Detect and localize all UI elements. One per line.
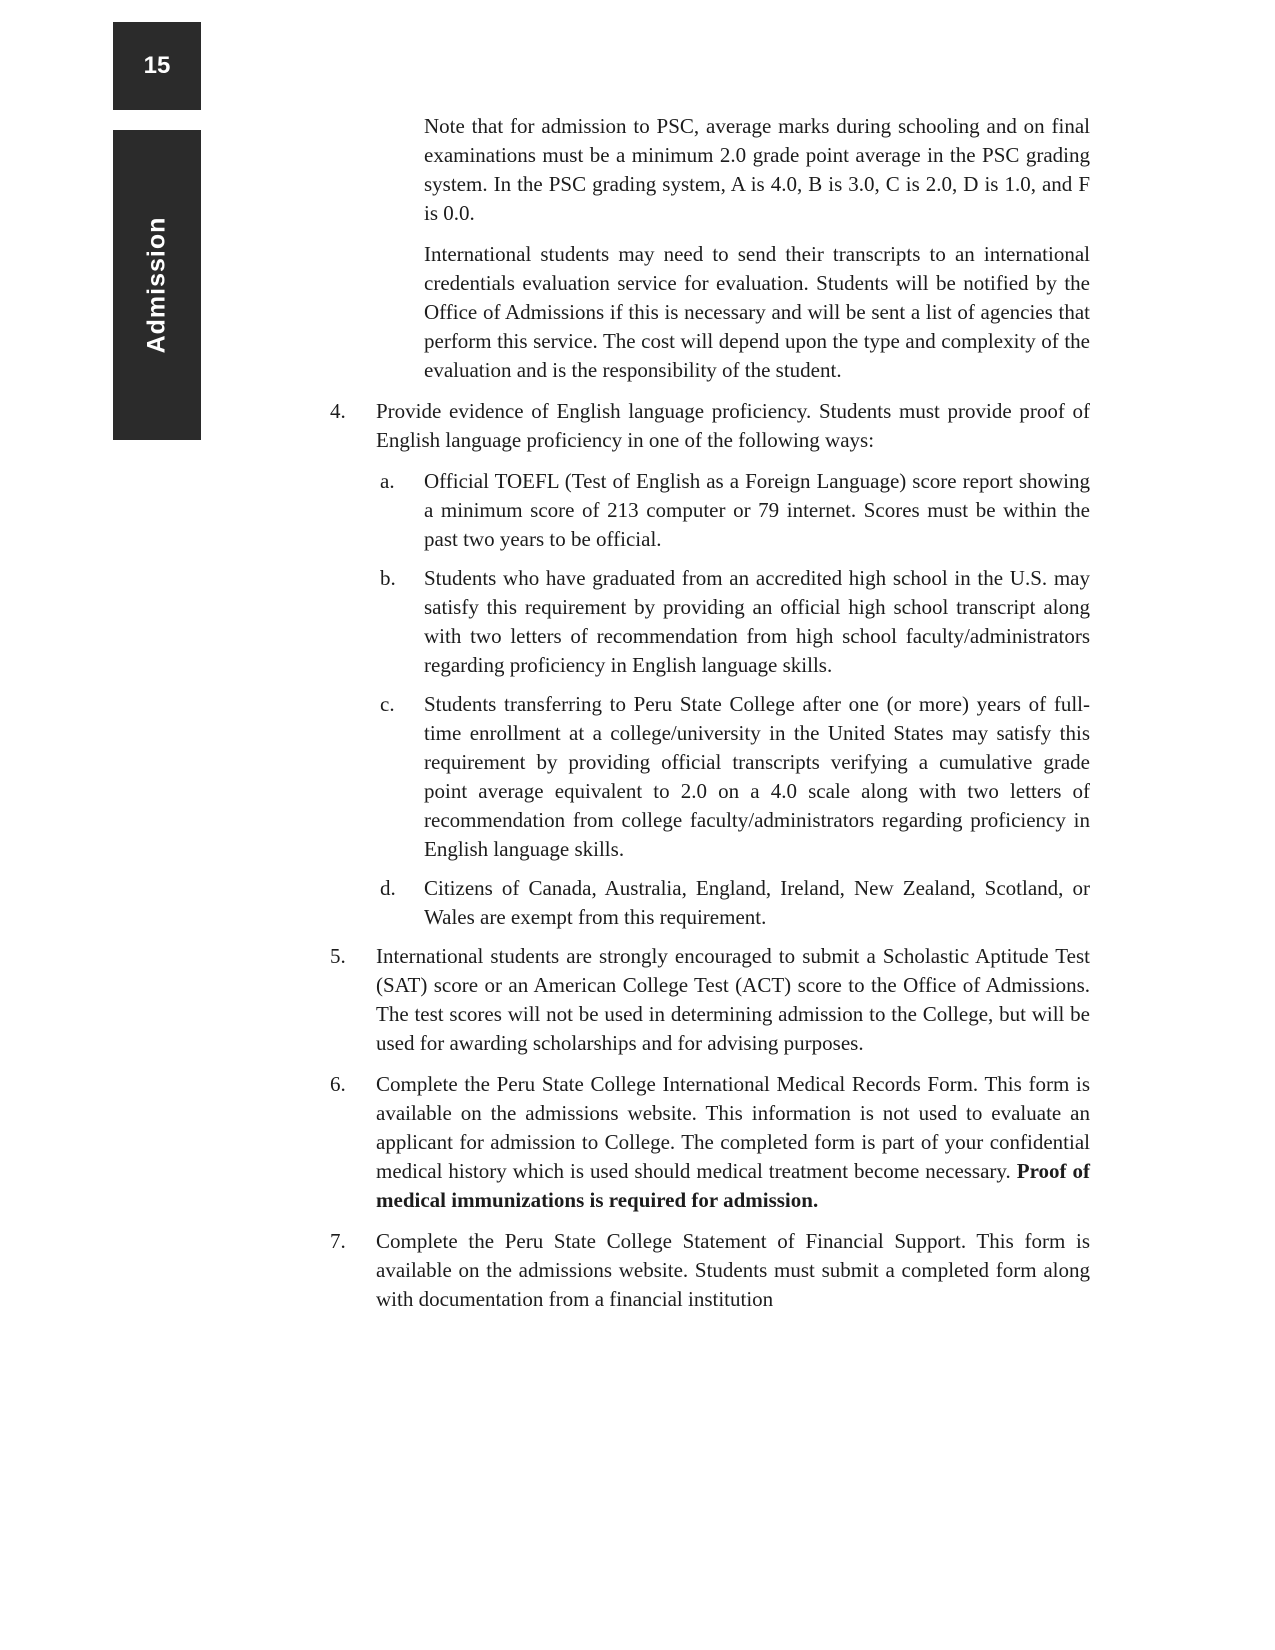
sub-item-letter: d. — [380, 876, 396, 900]
sub-item-letter: a. — [380, 469, 395, 493]
list-item-number: 6. — [330, 1072, 346, 1096]
sub-item-text: Students transferring to Peru State College after one (or more) years of full-time enrollment at a college/university in the United States may satisfy this requirement by providing official transcripts verifying a cumulative grade point average equivalent to 2.0 on a 4.0 scale along with two letters of recommendation from college faculty/administrators regarding proficiency in English language skills. — [424, 692, 1090, 861]
paragraph-grading-note: Note that for admission to PSC, average marks during schooling and on final examinations must be a minimum 2.0 grade point average in the PSC grading system. In the PSC grading system, A is 4.0, B is 3.0, C is 2.0, D is 1.0, and F is 0.0. — [424, 114, 1090, 225]
sub-item-text: Citizens of Canada, Australia, England, Ireland, New Zealand, Scotland, or Wales are exempt from this requirement. — [424, 876, 1090, 929]
immunization-requirement-notice: Proof of medical immunizations is required for admission. — [376, 1159, 1090, 1212]
list-item-text: International students are strongly encouraged to submit a Scholastic Aptitude Test (SAT) score or an American College Test (ACT) score to the Office of Admissions. The test scores will not be used in determining admission to the College, but will be used for awarding scholarships and for advising purposes. — [376, 944, 1090, 1055]
paragraph-credentials-evaluation: International students may need to send their transcripts to an international credentials evaluation service for evaluation. Students will be notified by the Office of Admissions if this is necessary and will be sent a list of agencies that perform this service. The cost will depend upon the type and complexity of the evaluation and is the responsibility of the student. — [424, 242, 1090, 382]
list-item-number: 7. — [330, 1229, 346, 1253]
document-body — [320, 112, 1090, 1326]
list-item-6 — [320, 1070, 1090, 1215]
page-number-tab — [113, 22, 201, 110]
section-label: Admission — [142, 216, 171, 354]
list-item-number: 5. — [330, 944, 346, 968]
sub-item-d — [320, 874, 1090, 932]
page-number: 15 — [143, 52, 171, 79]
list-item-text: Complete the Peru State College Statement of Financial Support. This form is available on the admissions website. Students must submit a completed form along with documentation from a financial institution — [376, 1229, 1090, 1311]
list-item-4 — [320, 397, 1090, 455]
list-item-7 — [320, 1227, 1090, 1314]
sub-item-letter: b. — [380, 566, 396, 590]
section-tab — [113, 130, 201, 440]
sub-item-a — [320, 467, 1090, 554]
list-item-5 — [320, 942, 1090, 1058]
sub-item-c — [320, 690, 1090, 864]
list-item-text: Complete the Peru State College International Medical Records Form. This form is available on the admissions website. This information is not used to evaluate an applicant for admission to College. The completed form is part of your confidential medical history which is used should medical treatment become necessary. — [376, 1072, 1090, 1183]
sub-item-b — [320, 564, 1090, 680]
list-item-text: Provide evidence of English language proficiency. Students must provide proof of English language proficiency in one of the following ways: — [376, 399, 1090, 452]
sub-item-text: Students who have graduated from an accredited high school in the U.S. may satisfy this requirement by providing an official high school transcript along with two letters of recommendation from high school faculty/administrators regarding proficiency in English language skills. — [424, 566, 1090, 677]
sub-item-text: Official TOEFL (Test of English as a Foreign Language) score report showing a minimum score of 213 computer or 79 internet. Scores must be within the past two years to be official. — [424, 469, 1090, 551]
list-item-number: 4. — [330, 399, 346, 423]
sub-item-letter: c. — [380, 692, 395, 716]
